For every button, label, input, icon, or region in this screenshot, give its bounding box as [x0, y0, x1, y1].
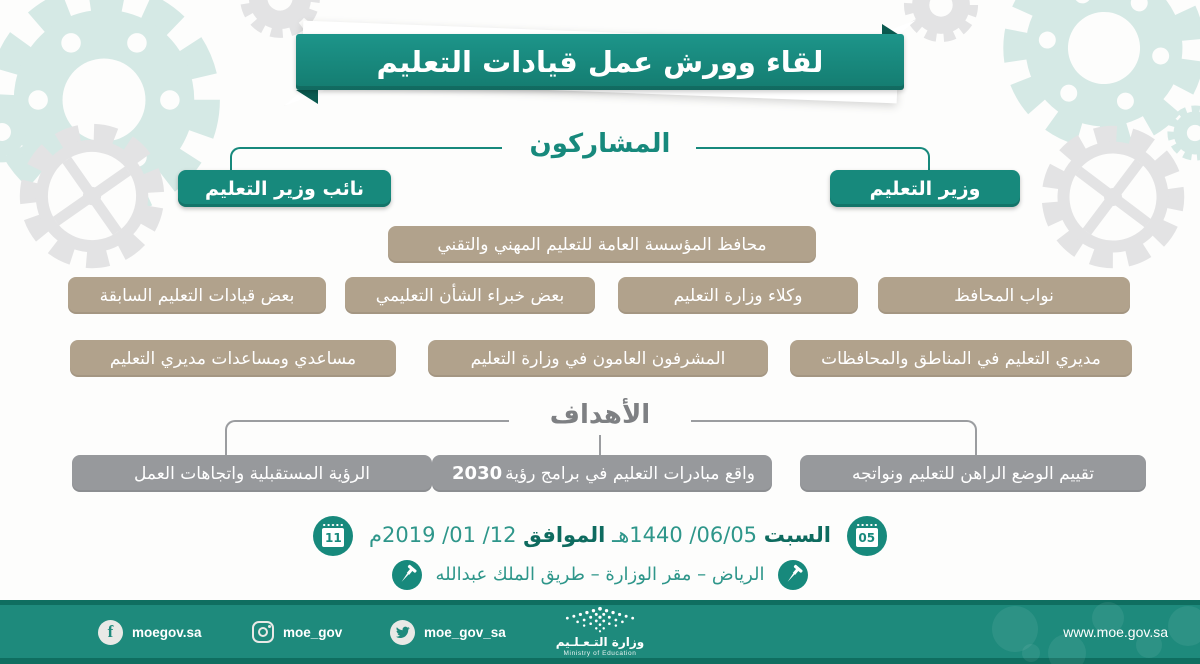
connector-line	[599, 435, 601, 455]
ministry-logo-emblem	[552, 606, 648, 634]
ministry-logo	[0, 606, 1200, 660]
connector-line	[696, 147, 930, 172]
twitter-handle: moe_gov_sa	[424, 624, 506, 640]
participant-box: بعض خبراء الشأن التعليمي	[345, 277, 595, 314]
participant-box: مديري التعليم في المناطق والمحافظات	[790, 340, 1132, 377]
calendar-day-number: 11	[322, 528, 344, 547]
participant-box: بعض قيادات التعليم السابقة	[68, 277, 326, 314]
footer-edge	[0, 600, 1200, 605]
objective-box	[432, 455, 772, 492]
calendar-binding-dots	[856, 523, 878, 527]
title-ribbon	[288, 8, 912, 118]
participant-box: مساعدي ومساعدات مديري التعليم	[70, 340, 396, 377]
ribbon-band	[296, 34, 904, 90]
event-date-row	[0, 516, 1200, 556]
vision-year: 2030	[452, 463, 503, 484]
participant-box: نواب المحافظ	[878, 277, 1130, 314]
connector-line	[225, 420, 509, 455]
calendar-day-number: 05	[856, 528, 878, 547]
website-url[interactable]: www.moe.gov.sa	[1063, 624, 1168, 640]
objective-box: الرؤية المستقبلية واتجاهات العمل	[72, 455, 432, 492]
instagram-handle: moe_gov	[283, 624, 343, 640]
objective-box: تقييم الوضع الراهن للتعليم ونواتجه	[800, 455, 1146, 492]
gear-icon	[902, 0, 980, 44]
page-title: لقاء وورش عمل قيادات التعليم	[376, 45, 824, 79]
objective-text: واقع مبادرات التعليم في برامج رؤية	[505, 463, 755, 484]
connector-line	[230, 147, 502, 172]
corresponding-label: الموافق	[523, 523, 606, 547]
gregorian-date: 12/ 01/ 2019م	[369, 523, 517, 547]
day-label: السبت	[763, 523, 831, 547]
connector-line	[691, 420, 977, 455]
ministry-name-arabic: وزارة التـعـلـيم	[555, 635, 645, 649]
calendar-binding-dots	[322, 523, 344, 527]
ministry-name-english: Ministry of Education	[563, 650, 637, 657]
calendar-icon	[313, 516, 353, 556]
calendar-icon	[847, 516, 887, 556]
facebook-icon: f	[98, 620, 123, 645]
map-pin-icon	[778, 560, 808, 590]
participant-box: وكلاء وزارة التعليم	[618, 277, 858, 314]
participants-section-header: المشاركون	[529, 129, 671, 159]
objectives-section-header: الأهداف	[549, 400, 651, 430]
map-pin-icon	[392, 560, 422, 590]
participant-box: محافظ المؤسسة العامة للتعليم المهني والتقني	[388, 226, 816, 263]
hijri-date: 06/05/ 1440هـ	[612, 523, 758, 547]
minister-box: وزير التعليم	[830, 170, 1020, 207]
deputy-minister-box: نائب وزير التعليم	[178, 170, 391, 207]
facebook-handle: moegov.sa	[132, 624, 202, 640]
event-location-row	[0, 560, 1200, 590]
location-text: الرياض – مقر الوزارة – طريق الملك عبدالله	[435, 564, 765, 585]
participant-box: المشرفون العامون في وزارة التعليم	[428, 340, 768, 377]
